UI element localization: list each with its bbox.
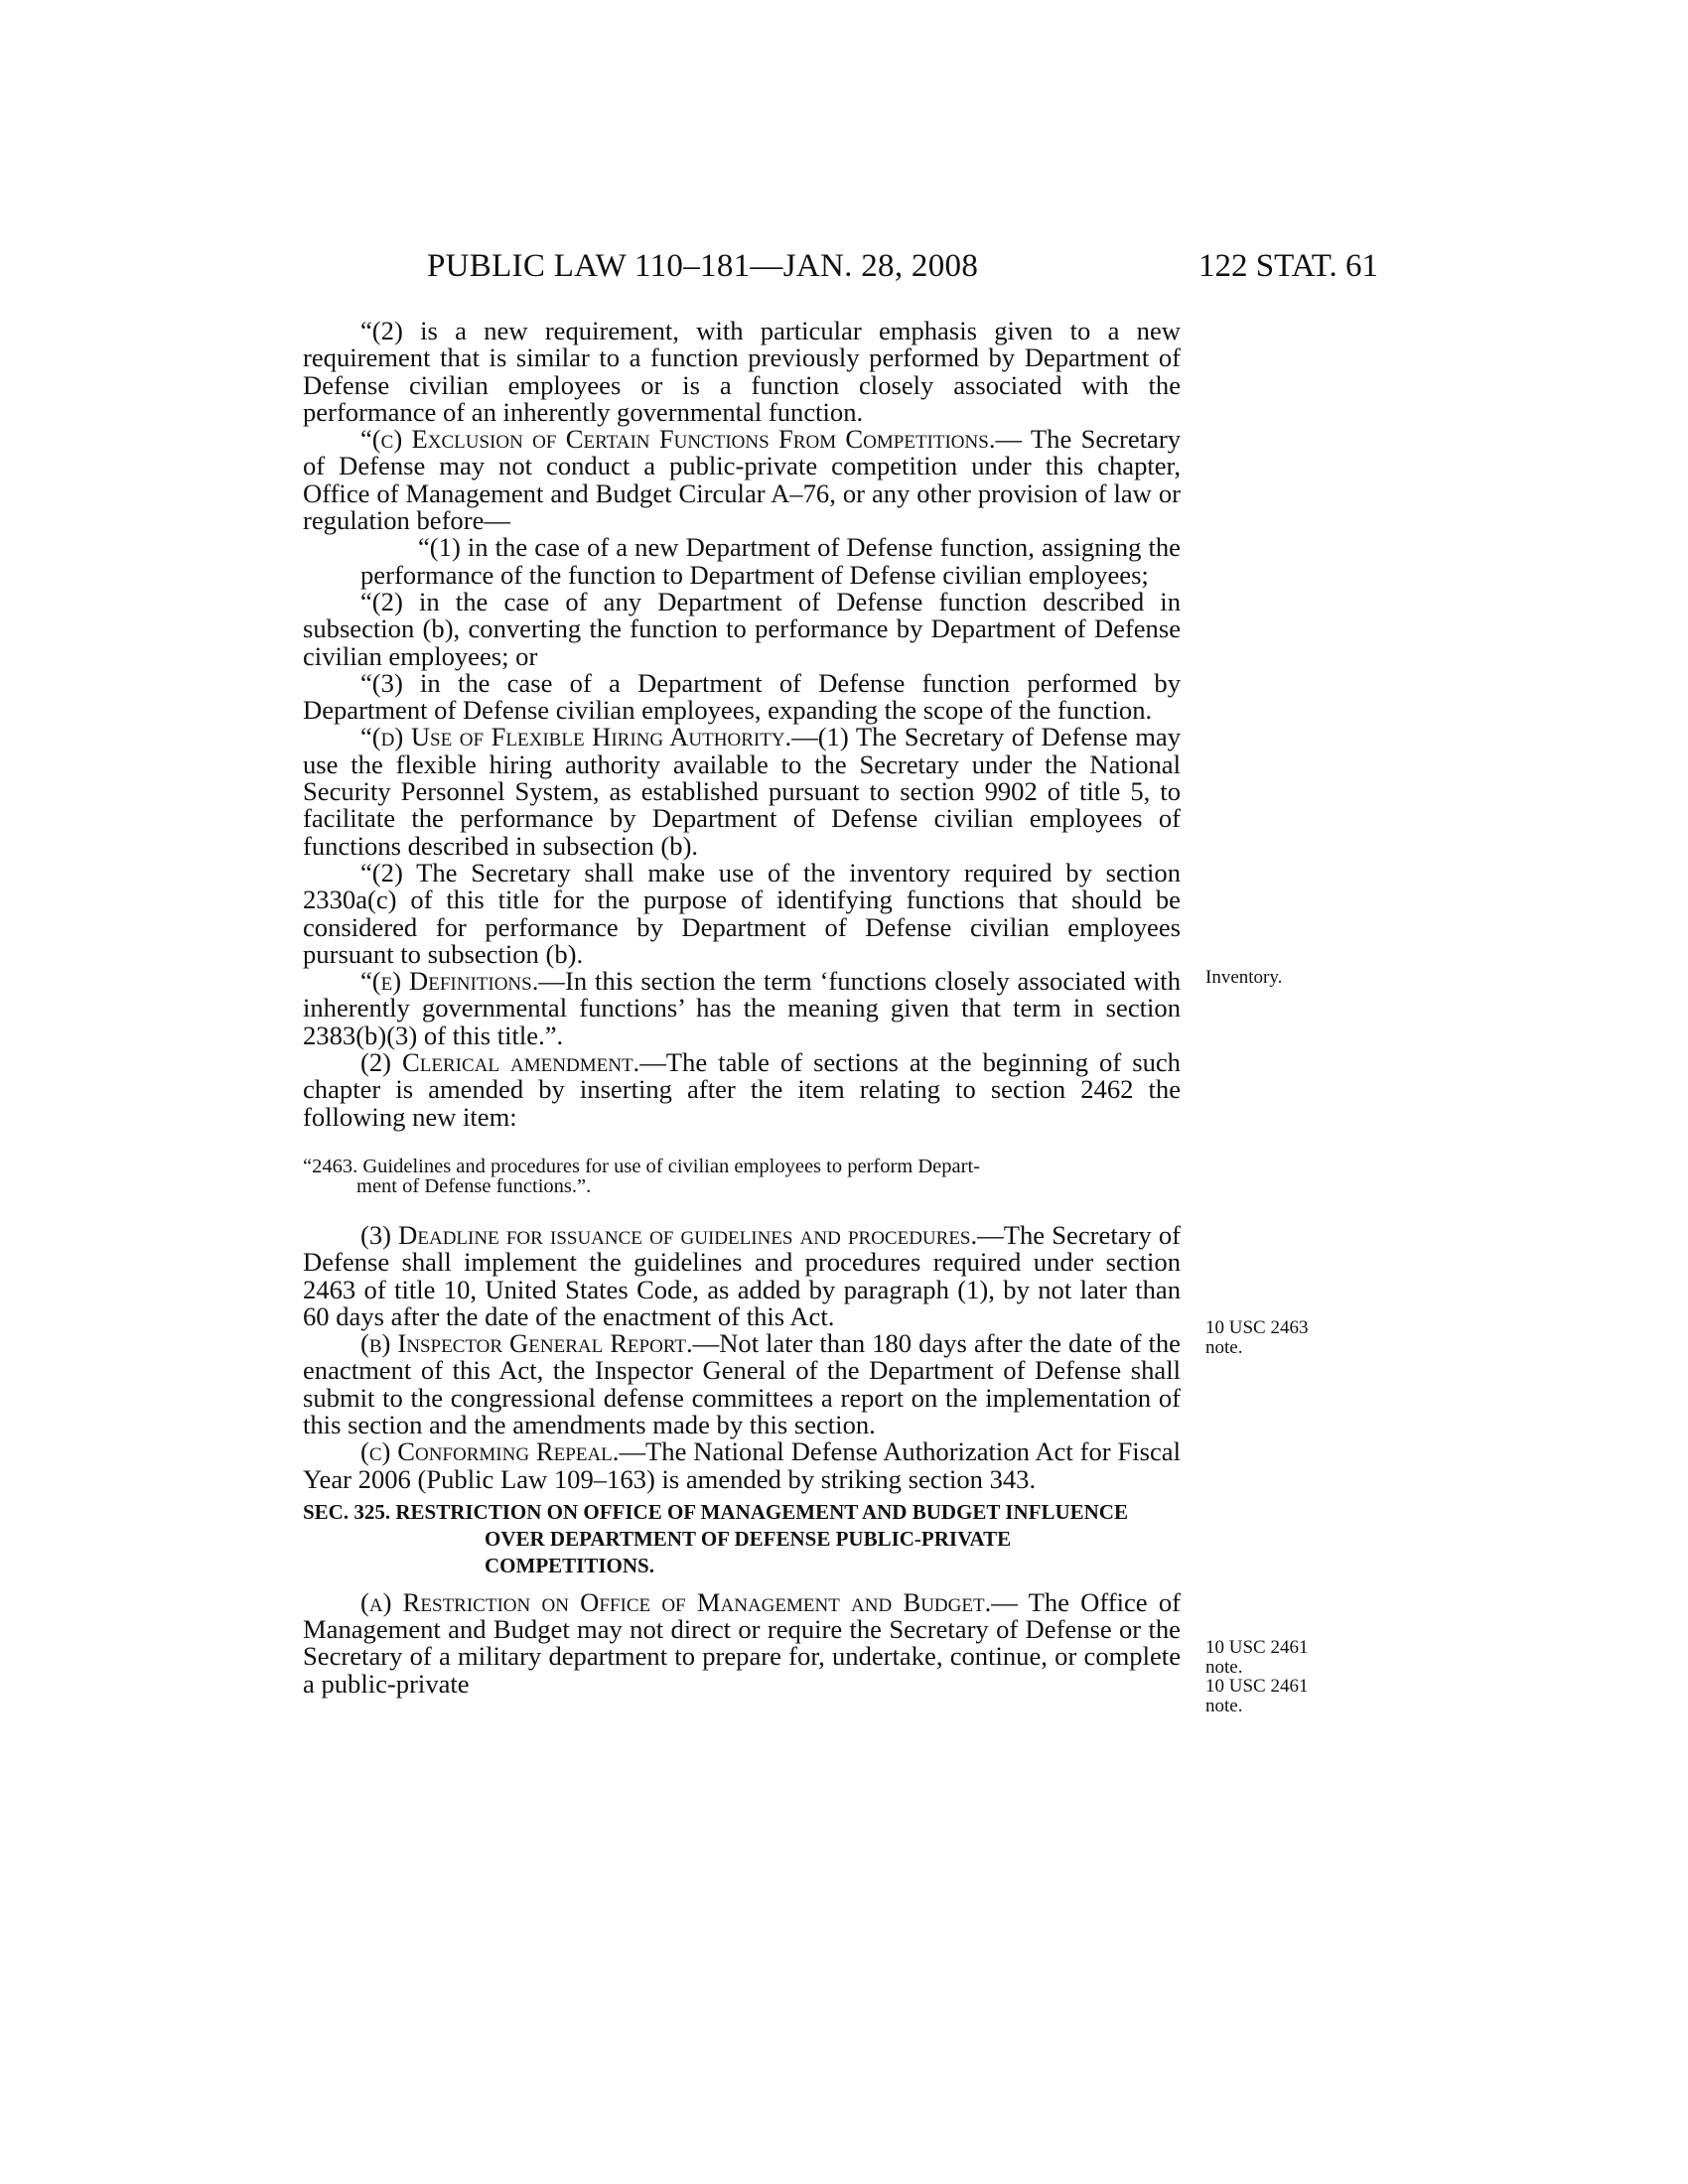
toc-line-1: “2463. Guidelines and procedures for use of civilian employees to perform Depart- — [303, 1155, 980, 1177]
margin-note-line: note. — [1205, 1336, 1243, 1358]
deadline-heading: (3) Deadline for issuance of guidelines and procedures. — [360, 1219, 978, 1250]
margin-note-line: 10 USC 2463 — [1205, 1317, 1309, 1338]
subsection-e-heading: “(e) Definitions. — [360, 966, 539, 997]
subsection-a — [303, 1586, 1181, 1699]
subsection-e-text: —In this section the term ‘functions closely associated with inherently governmental functions’ has the meaning given that term in section 2383(b)(3) of this title.”. — [303, 966, 1181, 1050]
page-header-title: PUBLIC LAW 110–181—JAN. 28, 2008 — [427, 248, 979, 284]
page-stat-number: 122 STAT. 61 — [1197, 248, 1378, 284]
conforming-repeal-heading: (c) Conforming Repeal. — [360, 1436, 620, 1467]
margin-note-line: note. — [1205, 1656, 1243, 1678]
subsection-d-heading: “(d) Use of Flexible Hiring Authority. — [360, 722, 792, 752]
deadline-paragraph — [303, 1219, 1181, 1331]
margin-note-inventory: Inventory. — [1205, 967, 1283, 988]
paragraph-new-requirement: “(2) is a new requirement, with particular emphasis given to a new requirement that is similar to a function previously performed by Department of Defense civilian employees or is a function closely associated with the performance of an inherently governmental function. — [303, 316, 1181, 427]
subsection-d-paragraph-2: “(2) The Secretary shall make use of the inventory required by section 2330a(c) of this title for the purpose of identifying functions that should be considered for performance by Department of Defense civilian employees pursuant to subsection (b). — [303, 857, 1181, 969]
table-of-sections-item — [303, 1157, 1181, 1196]
subsection-c-clause-2: “(2) in the case of any Department of Defense function described in subsection (b), converting the function to performance by Department of Defense civilian employees; or — [303, 586, 1181, 671]
subsection-c-clause-3: “(3) in the case of a Department of Defense function performed by Department of Defense civilian employees, expanding the scope of the function. — [303, 667, 1181, 726]
conforming-repeal-text: —The National Defense Authorization Act for Fiscal Year 2006 (Public Law 109–163) is amended by striking section 343. — [303, 1436, 1181, 1494]
document-body — [303, 318, 1181, 1698]
subsection-e — [303, 968, 1181, 1049]
subsection-c-text: The Secretary of Defense may not conduct a public-private competition under this chapter, Office of Management and Budget Circular A–76, or any other provision of law or regulation before— — [303, 424, 1181, 536]
margin-note-10-usc-2461-b — [1205, 1677, 1308, 1715]
subsection-a-heading: (a) Restriction on Office of Management and Budget.— — [360, 1586, 1018, 1617]
subsection-c — [303, 426, 1181, 534]
inspector-general-heading: (b) Inspector General Report. — [360, 1328, 693, 1359]
margin-note-line: 10 USC 2461 — [1205, 1676, 1309, 1697]
toc-line-2: ment of Defense functions.”. — [356, 1174, 592, 1197]
section-325-title: SEC. 325. RESTRICTION ON OFFICE OF MANAGEMENT AND BUDGET INFLUENCE OVER DEPARTMENT OF DEFENSE PUBLIC-PRIVATE COMPETITIONS. — [303, 1499, 1128, 1577]
subsection-d-text: —(1) The Secretary of Defense may use the flexible hiring authority available to the Secretary under the National Security Personnel System, as established pursuant to section 9902 of title 5, to facilitate the performance by Department of Defense civilian employees of functions described in subsection (b). — [303, 722, 1181, 861]
conforming-repeal — [303, 1438, 1181, 1493]
deadline-text: —The Secretary of Defense shall implement the guidelines and procedures required under section 2463 of title 10, United States Code, as added by paragraph (1), by not later than 60 days after the date of the enactment of this Act. — [303, 1219, 1181, 1331]
inspector-general-report — [303, 1330, 1181, 1438]
clerical-amendment-heading: (2) Clerical amendment. — [360, 1047, 640, 1078]
margin-note-line: note. — [1205, 1695, 1243, 1716]
margin-note-10-usc-2461-a — [1205, 1638, 1308, 1677]
subsection-d — [303, 724, 1181, 859]
subsection-c-heading: “(c) Exclusion of Certain Functions From Competitions.— — [360, 424, 1023, 455]
clerical-amendment — [303, 1049, 1181, 1131]
subsection-a-text: The Office of Management and Budget may not direct or require the Secretary of Defense or the Secretary of a military department to prepare for, undertake, continue, or complete a public-private — [303, 1586, 1181, 1699]
inspector-general-text: —Not later than 180 days after the date of the enactment of this Act, the Inspector General of the Department of Defense shall submit to the congressional defense committees a report on the implementation of this section and the amendments made by this section. — [303, 1328, 1181, 1439]
margin-note-line: 10 USC 2461 — [1205, 1637, 1309, 1658]
subsection-c-clause-1: “(1) in the case of a new Department of Defense function, assigning the performance of the function to Department of Defense civilian employees; — [360, 532, 1181, 590]
clerical-amendment-text: —The table of sections at the beginning of such chapter is amended by inserting after the item relating to section 2462 the following new item: — [303, 1047, 1181, 1132]
margin-note-10-usc-2463 — [1205, 1318, 1308, 1357]
